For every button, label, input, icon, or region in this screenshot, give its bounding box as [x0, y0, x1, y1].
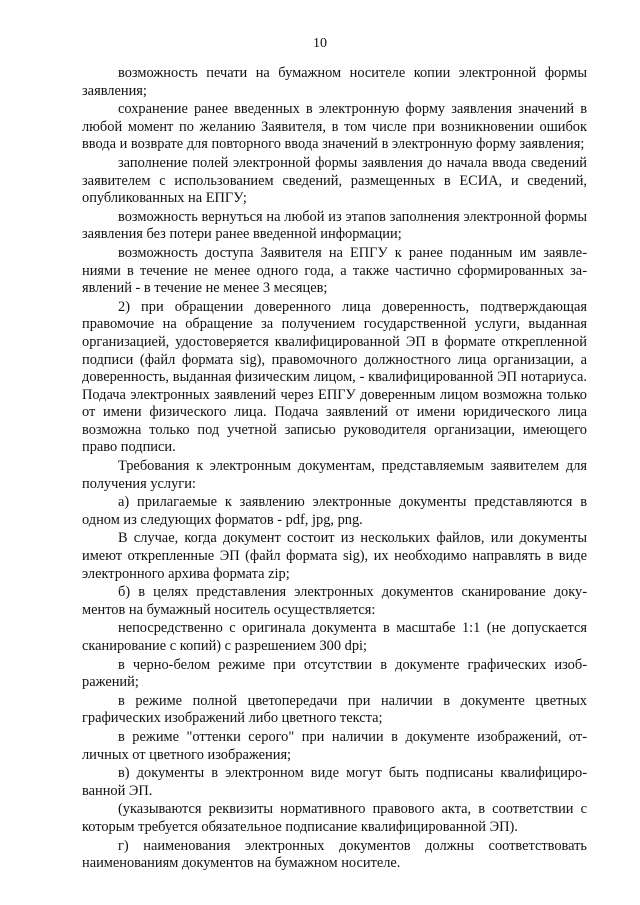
- paragraph-formats: а) прилагаемые к заявлению электронные документы представляются в одном из следующих форматов - pdf, jpg, png.: [82, 494, 587, 528]
- paragraph-proxy-power: 2) при обращении доверенного лица доверенность, подтверждающая правомочие на обращение за получением государственной услуги, выданная организацией, удостоверяется квалифицированной ЭП в формате открепленной подписи (файл формата sig), правомочного должностного лица организации, а доверенность, выданная физическим лицом, - квалифицированной ЭП нотариуса. Подача электронных заявлений через ЕПГУ доверенным лицом возможна только от имени физического лица. Подача заявлений от имени юридического лица возможна только под учетной записью руководителя организации, имеющего право подписи.: [82, 298, 587, 456]
- paragraph-return-step: возможность вернуться на любой из этапов заполнения электронной формы заявления без потери ранее введенной информации;: [82, 208, 587, 243]
- paragraph-scan-original: непосредственно с оригинала документа в масштабе 1:1 (не допускается сканирование с копий) с разрешением 300 dpi;: [82, 620, 587, 654]
- paragraph-fill-fields: заполнение полей электронной формы заявления до начала ввода сведений заявителем с использованием сведений, размещенных в ЕСИА, и сведений, опубликованных на ЕПГУ;: [82, 154, 587, 207]
- paragraph-document-names: г) наименования электронных документов должны соответствовать наименованиям документов на бумажном носителе.: [82, 837, 587, 872]
- paragraph-access-history: возможность доступа Заявителя на ЕПГУ к ранее поданным им заявлениями в течение не менее одного года, а также частично сформированных заявлений - в течение не менее 3 месяцев;: [82, 244, 587, 297]
- paragraph-legal-reference: (указываются реквизиты нормативного правового акта, в соответствии с которым требуется обязательное подписание квалифицированной ЭП).: [82, 801, 587, 835]
- paragraph-scanning-intro: б) в целях представления электронных документов сканирование документов на бумажный носитель осуществляется:: [82, 584, 587, 618]
- paragraph-scan-grayscale: в режиме "оттенки серого" при наличии в документе изображений, отличных от цветного изображения;: [82, 728, 587, 763]
- paragraph-scan-color: в режиме полной цветопередачи при наличии в документе цветных графических изображений либо цветного текста;: [82, 692, 587, 727]
- document-body: [82, 65, 587, 874]
- paragraph-requirements-intro: Требования к электронным документам, представляемым заявителем для получения услуги:: [82, 458, 587, 492]
- paragraph-print-copy: возможность печати на бумажном носителе копии электронной формы заявления;: [82, 65, 587, 99]
- paragraph-scan-bw: в черно-белом режиме при отсутствии в документе графических изображений;: [82, 656, 587, 691]
- paragraph-signature: в) документы в электронном виде могут быть подписаны квалифицированной ЭП.: [82, 765, 587, 799]
- paragraph-save-values: сохранение ранее введенных в электронную форму заявления значений в любой момент по желанию Заявителя, в том числе при возникновении ошибок ввода и возврате для повторного ввода значений в электронную форму заявления;: [82, 101, 587, 153]
- paragraph-multiple-files: В случае, когда документ состоит из нескольких файлов, или документы имеют открепленные ЭП (файл формата sig), их необходимо направлять в виде электронного архива формата zip;: [82, 530, 587, 582]
- page-number: 10: [313, 36, 327, 51]
